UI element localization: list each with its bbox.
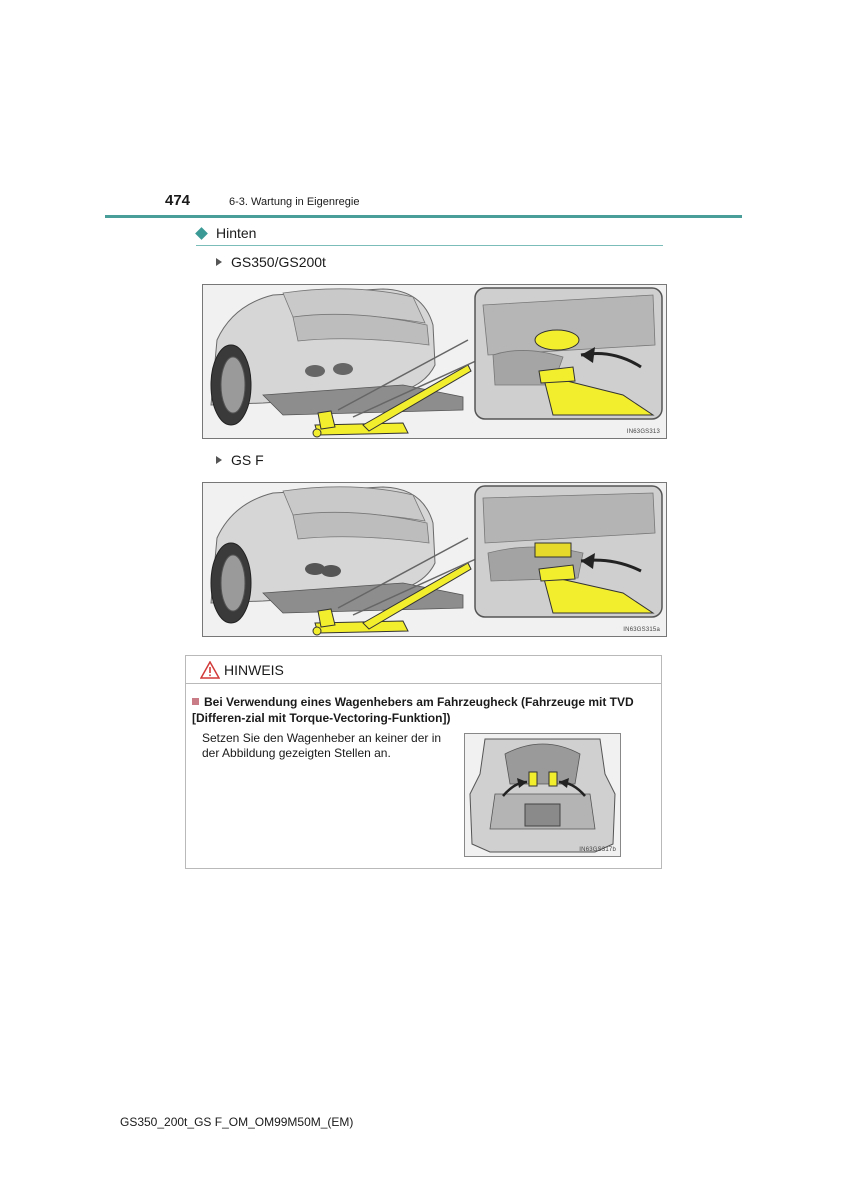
page-number: 474 <box>165 192 191 209</box>
figure-gsf <box>202 482 667 637</box>
notice-box <box>185 655 662 869</box>
subsection-label-1: GS350/GS200t <box>231 254 326 270</box>
notice-body: Setzen Sie den Wagenheber an keiner der in der Abbildung gezeigten Stellen an. <box>202 731 442 760</box>
subsection-label-2: GS F <box>231 452 264 468</box>
subsection-heading-1 <box>216 254 326 270</box>
section-title: Hinten <box>216 225 257 241</box>
triangle-right-icon <box>216 456 222 464</box>
subsection-heading-2 <box>216 452 264 468</box>
footer-text: GS350_200t_GS F_OM_OM99M50M_(EM) <box>120 1115 354 1129</box>
car-jack-illustration <box>203 483 666 636</box>
figure-gs350 <box>202 284 667 439</box>
notice-figure <box>464 733 621 857</box>
chapter-title: 6-3. Wartung in Eigenregie <box>229 196 360 208</box>
car-jack-illustration <box>203 285 666 438</box>
notice-title: HINWEIS <box>224 661 284 678</box>
figure-code-2: IN63GS315a <box>623 627 660 633</box>
notice-heading <box>192 694 658 726</box>
section-heading <box>195 225 256 241</box>
bullet-icon <box>192 698 199 705</box>
triangle-right-icon <box>216 258 222 266</box>
section-rule <box>196 245 663 246</box>
notice-header <box>186 656 661 684</box>
diamond-icon <box>195 227 208 240</box>
header-rule <box>105 215 742 218</box>
notice-heading-text: Bei Verwendung eines Wagenhebers am Fahrzeugheck (Fahrzeuge mit TVD [Differen-zial mit Torque-Vectoring-Funktion]) <box>192 695 634 725</box>
figure-code-1: IN63GS313 <box>626 429 660 435</box>
warning-triangle-icon <box>200 661 220 679</box>
figure-code-3: IN63GS317b <box>579 847 616 853</box>
underbody-illustration <box>465 734 620 856</box>
